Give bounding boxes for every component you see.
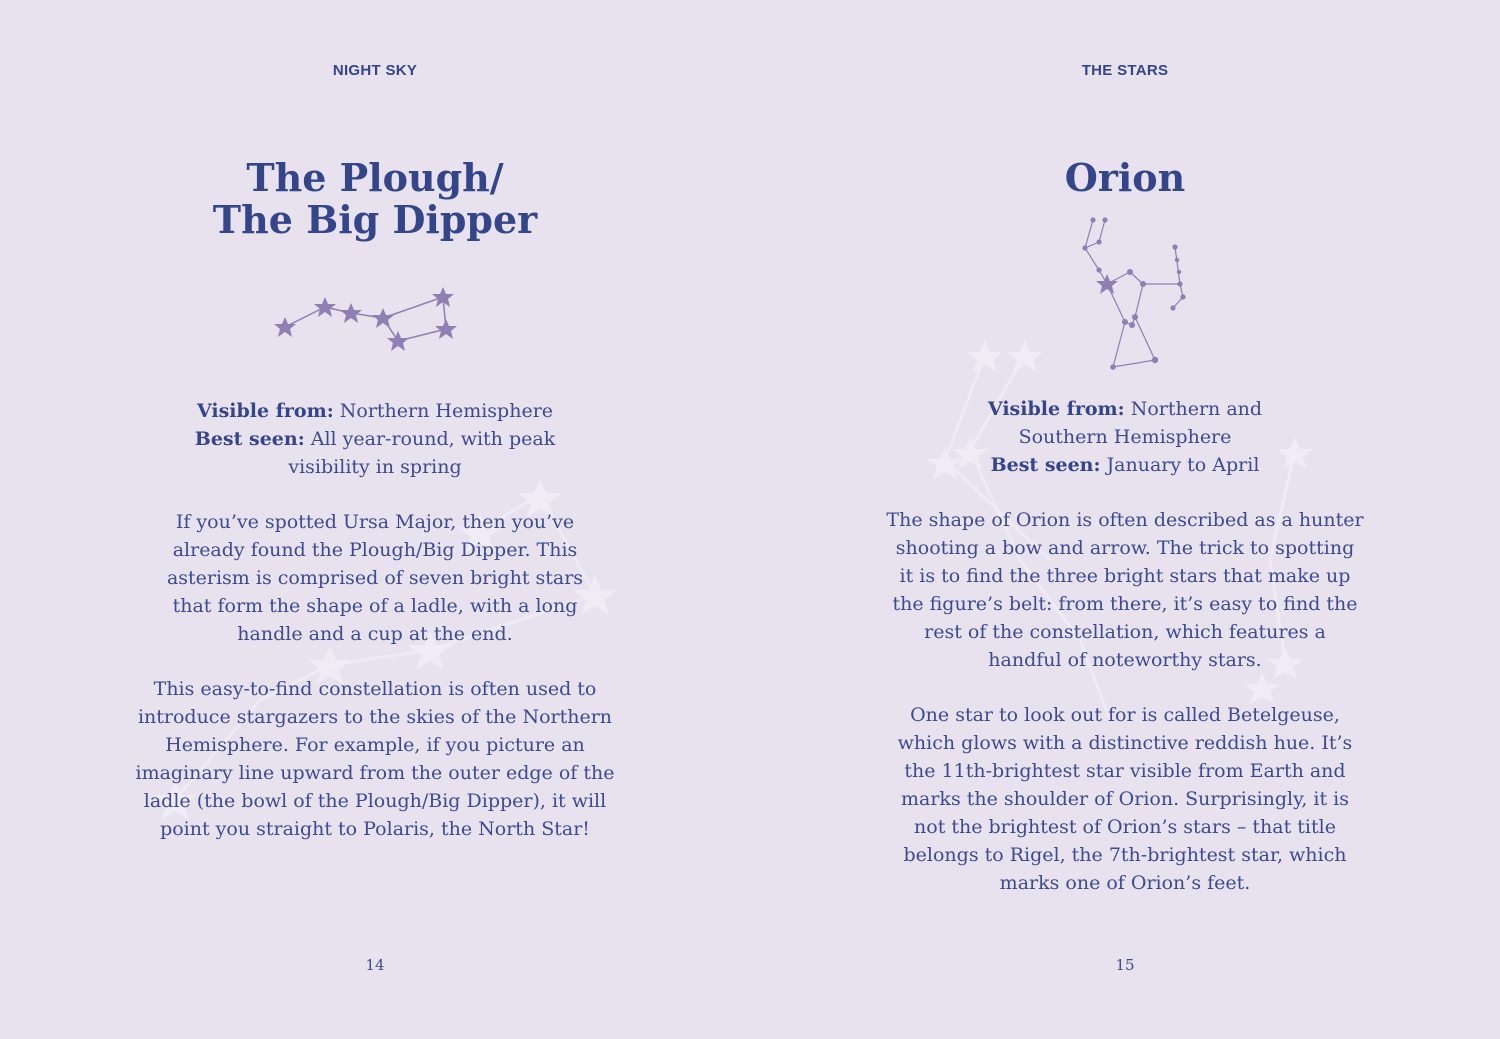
text-line: ladle (the bowl of the Plough/Big Dipper), it will	[143, 790, 607, 812]
best-seen-line	[750, 451, 1500, 479]
text-line: If you’ve spotted Ursa Major, then you’ve	[175, 511, 575, 533]
title-line: The Plough/	[246, 155, 504, 200]
visible-from-value: Northern and	[1130, 398, 1263, 420]
text-line: The shape of Orion is often described as a hunter	[886, 509, 1364, 531]
faint-star	[967, 340, 1003, 372]
text-line: rest of the constellation, which features a	[924, 621, 1326, 643]
right-page	[750, 0, 1500, 1039]
text-line: already found the Plough/Big Dipper. This	[172, 539, 578, 561]
visible-from-line	[0, 397, 750, 425]
paragraph	[0, 675, 750, 843]
visible-from-line	[750, 395, 1500, 423]
running-head: NIGHT SKY	[332, 62, 418, 79]
paragraph	[750, 506, 1500, 674]
text-line: One star to look out for is called Betelgeuse,	[910, 704, 1340, 726]
text-line: it is to find the three bright stars that make up	[899, 565, 1351, 587]
text-line: the figure’s belt: from there, it’s easy to find the	[892, 593, 1358, 615]
faint-star	[1007, 340, 1043, 372]
best-seen-label: Best seen:	[194, 428, 305, 450]
orion-constellation-icon	[1075, 212, 1195, 377]
text-line: the 11th-brightest star visible from Earth and	[904, 760, 1346, 782]
paragraph	[750, 701, 1500, 897]
page-title: Orion	[1064, 155, 1186, 200]
text-line: point you straight to Polaris, the North Star!	[160, 818, 590, 840]
facts-block	[750, 395, 1500, 479]
visible-from-value-continued: Southern Hemisphere	[1018, 426, 1232, 448]
text-line: handful of noteworthy stars.	[988, 649, 1262, 671]
text-line: which glows with a distinctive reddish hue. It’s	[897, 732, 1353, 754]
best-seen-value-continued: visibility in spring	[288, 456, 462, 478]
page-number: 14	[365, 956, 385, 974]
text-line: that form the shape of a ladle, with a long	[172, 595, 578, 617]
best-seen-value: January to April	[1106, 454, 1260, 476]
paragraph	[0, 508, 750, 648]
text-line: This easy-to-find constellation is often used to	[153, 678, 597, 700]
big-dipper-constellation-icon	[268, 282, 468, 354]
text-line: not the brightest of Orion’s stars – that title	[914, 816, 1336, 838]
text-line: asterism is comprised of seven bright stars	[166, 567, 584, 589]
facts-block	[0, 397, 750, 481]
text-line: marks one of Orion’s feet.	[999, 872, 1251, 894]
page-title	[0, 157, 750, 241]
text-line: imaginary line upward from the outer edge of the	[135, 762, 615, 784]
text-line: marks the shoulder of Orion. Surprisingly, it is	[901, 788, 1349, 810]
visible-from-value: Northern Hemisphere	[339, 400, 554, 422]
page-number: 15	[1115, 956, 1135, 974]
best-seen-label: Best seen:	[990, 454, 1101, 476]
text-line: handle and a cup at the end.	[237, 623, 513, 645]
text-line: belongs to Rigel, the 7th-brightest star, which	[903, 844, 1347, 866]
text-line: shooting a bow and arrow. The trick to spotting	[895, 537, 1355, 559]
running-head: THE STARS	[1081, 62, 1169, 79]
visible-from-label: Visible from:	[987, 398, 1125, 420]
best-seen-value: All year-round, with peak	[310, 428, 556, 450]
best-seen-line	[0, 425, 750, 453]
title-line: The Big Dipper	[212, 197, 538, 242]
text-line: introduce stargazers to the skies of the Northern	[137, 706, 613, 728]
text-line: Hemisphere. For example, if you picture an	[165, 734, 585, 756]
visible-from-label: Visible from:	[196, 400, 334, 422]
